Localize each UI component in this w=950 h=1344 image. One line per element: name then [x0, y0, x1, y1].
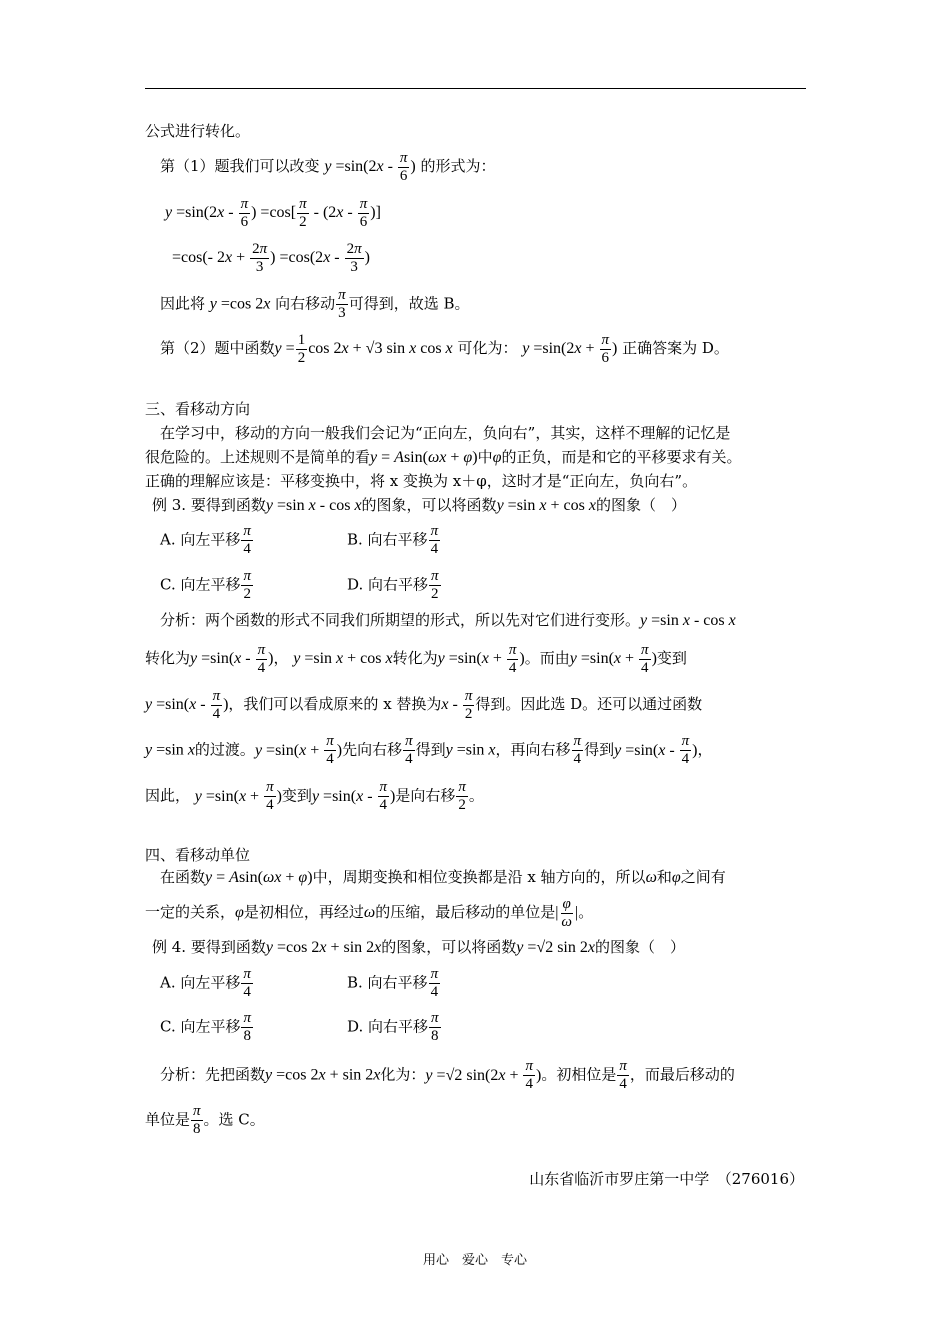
formula: y =sin(2x - $\frac{\pi}{6}$ ): [324, 150, 416, 184]
option-c: C. 向左平移 $\frac{\pi}{8}$: [160, 1010, 251, 1044]
analysis-4: 分析：先把函数y =cos 2x + sin 2x化为：y =√2 sin(2x + $\frac{\pi}{4}$ )。初相位是 $\frac{\pi}{4}$ ，而最后移动的: [160, 1058, 735, 1093]
text: 先向右移: [342, 740, 403, 759]
analysis-line: y =sin(x - $\frac{\pi}{4}$ )，我们可以看成原来的 x 替换为x - $\frac{\pi}{2}$ 得到。因此选 D。还可以通过函数: [145, 688, 703, 722]
text: 变到: [281, 786, 312, 805]
option-c: C. 向左平移 $\frac{\pi}{2}$: [160, 568, 251, 602]
analysis-line: 因此， y =sin(x + $\frac{\pi}{4}$ )变到y =sin(x - $\frac{\pi}{4}$ )是向右移 $\frac{\pi}{2}$ 。: [145, 779, 484, 814]
text: 可化为：: [457, 339, 518, 358]
text: 分析：两个函数的形式不同我们所期望的形式，所以先对它们进行变形。: [160, 611, 641, 629]
paragraph-q2: 第（2）题中函数y = $\frac{1}{2}$ cos 2x + √3 sin x cos x 可化为： y =sin(2x + $\frac{\pi}{6}$ ) 正确答案为 D。: [160, 332, 729, 366]
analysis-line: 转化为y =sin(x - $\frac{\pi}{4}$ )， y =sin x + cos x转化为y =sin(x + $\frac{\pi}{4}$ )。而由y =sin(x + $\frac{\pi}{4}$ )变到: [145, 642, 687, 676]
text: 是初相位，再经过: [243, 903, 364, 922]
text: 的图象，可以将函数: [361, 496, 497, 514]
text: 转化为: [392, 649, 438, 668]
text: 得到。因此选 D。还可以通过函数: [475, 695, 703, 714]
option-a: A. 向左平移 $\frac{\pi}{4}$: [160, 966, 251, 1000]
paragraph: 因此将 y =cos 2x 向右移动 $\frac{\pi}{3}$ 可得到，故选 B。: [160, 287, 470, 321]
section-title: 三、看移动方向: [145, 400, 251, 418]
text: 的过渡。: [194, 740, 255, 759]
text: 得到: [584, 740, 615, 759]
formula-line: y =sin(2x - $\frac{\pi}{6}$ ) =cos[ $\frac{\pi}{2}$ - (2x - $\frac{\pi}{6}$ )]: [165, 196, 381, 230]
example-4: 例 4. 要得到函数y =cos 2x + sin 2x的图象，可以将函数y =√2 sin 2x的图象（ ）: [152, 938, 685, 956]
text: B. 向右平移: [347, 973, 428, 992]
text: 中: [477, 448, 493, 466]
text: A. 向左平移: [160, 973, 241, 992]
text: B. 向右平移: [347, 530, 428, 549]
text: 分析：先把函数: [160, 1065, 266, 1084]
text: ，我们可以看成原来的 x 替换为: [228, 695, 442, 714]
text: C. 向左平移: [160, 575, 241, 594]
text: 的压缩，最后移动的单位是: [375, 903, 556, 922]
option-d: D. 向右平移 $\frac{\pi}{2}$: [347, 568, 439, 602]
text: 变到: [656, 649, 687, 668]
text: 因此将: [160, 294, 206, 313]
text: ，而最后移动的: [629, 1065, 735, 1084]
text: D. 向右平移: [347, 575, 429, 594]
text: A. 向左平移: [160, 530, 241, 549]
text: 之间有: [680, 868, 726, 886]
text-line: 在学习中，移动的方向一般我们会记为“正向左，负向右”，其实，这样不理解的记忆是: [160, 424, 731, 442]
option-b: B. 向右平移 $\frac{\pi}{4}$: [347, 523, 439, 557]
text: 可得到，故选 B。: [348, 294, 470, 313]
text: 。: [468, 786, 484, 805]
text-line: 在函数y = Asin(ωx + φ)中，周期变换和相位变换都是沿 x 轴方向的，所以ω和φ之间有: [160, 868, 726, 886]
text: 转化为: [145, 649, 191, 668]
example-3: 例 3. 要得到函数y =sin x - cos x的图象，可以将函数y =sin x + cos x的图象（ ）: [152, 496, 686, 514]
text: 例 3. 要得到函数: [152, 496, 266, 514]
text: 很危险的。上述规则不是简单的看: [145, 448, 371, 466]
text: 的形式为：: [420, 157, 496, 176]
text-line: 很危险的。上述规则不是简单的看y = Asin(ωx + φ)中φ的正负，而是和它的平移要求有关。: [145, 448, 742, 466]
option-d: D. 向右平移 $\frac{\pi}{8}$: [347, 1010, 439, 1044]
text-line: 正确的理解应该是：平移变换中，将 x 变换为 x＋φ，这时才是“正向左，负向右”。: [145, 472, 698, 490]
text: 正确答案为 D。: [622, 339, 729, 358]
text-line: 公式进行转化。: [145, 122, 251, 140]
analysis-line: 单位是 $\frac{\pi}{8}$ 。选 C。: [145, 1103, 265, 1137]
text: 化为：: [380, 1065, 426, 1084]
text: 中，周期变换和相位变换都是沿 x 轴方向的，所以: [312, 868, 646, 886]
text: 的图象（ ）: [595, 496, 686, 514]
text: 。初相位是: [541, 1065, 617, 1084]
school-attribution: 山东省临沂市罗庄第一中学 （276016）: [529, 1170, 804, 1188]
text-line: 一定的关系，φ是初相位，再经过ω的压缩，最后移动的单位是| $\frac{\varphi}{\omega}$ |。: [145, 896, 594, 930]
analysis-3: 分析：两个函数的形式不同我们所期望的形式，所以先对它们进行变形。y =sin x - cos x: [160, 611, 736, 629]
text: 的图象，可以将函数: [381, 938, 517, 956]
text: 。而由: [524, 649, 570, 668]
text: 例 4. 要得到函数: [152, 938, 266, 956]
text: 在函数: [160, 868, 206, 886]
text: 第（2）题中函数: [160, 339, 275, 358]
section-title: 四、看移动单位: [145, 846, 251, 864]
text: 向右移动: [275, 294, 336, 313]
header-rule: [145, 88, 806, 89]
page-footer: 用心 爱心 专心: [422, 1253, 527, 1268]
text: 和: [656, 868, 672, 886]
text: 的正负，而是和它的平移要求有关。: [501, 448, 742, 466]
option-b: B. 向右平移 $\frac{\pi}{4}$: [347, 966, 439, 1000]
paragraph-q1: [160, 150, 825, 185]
analysis-line: y =sin x的过渡。y =sin(x + $\frac{\pi}{4}$ )先向右移 $\frac{\pi}{4}$ 得到y =sin x，再向右移 $\frac{\pi}{4}$ 得到y =sin(x - $\frac{\pi}{4}$ )，: [145, 733, 713, 768]
text: D. 向右平移: [347, 1017, 429, 1036]
text: ，再向右移: [495, 740, 571, 759]
text: 。选 C。: [203, 1110, 265, 1129]
text: 因此，: [145, 786, 191, 805]
text: 的图象（ ）: [594, 938, 685, 956]
text: 第（1）题我们可以改变: [160, 157, 320, 176]
formula-line: =cos(- 2x + $\frac{2\pi}{3}$ ) =cos(2x - $\frac{2\pi}{3}$ ): [172, 241, 370, 275]
text: 一定的关系，: [145, 903, 236, 922]
text: 得到: [415, 740, 446, 759]
text: 是向右移: [395, 786, 456, 805]
option-a: A. 向左平移 $\frac{\pi}{4}$: [160, 523, 251, 557]
text: 。: [578, 903, 594, 922]
text: 单位是: [145, 1110, 191, 1129]
text: C. 向左平移: [160, 1017, 241, 1036]
